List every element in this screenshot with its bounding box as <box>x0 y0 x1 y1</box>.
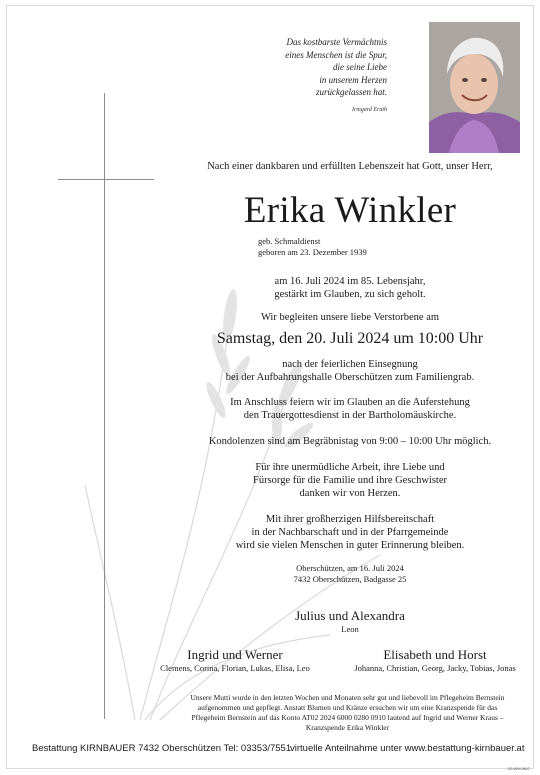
quote-line: eines Menschen ist die Spur, <box>285 49 387 60</box>
family-left <box>140 647 330 673</box>
death-notice <box>160 275 540 301</box>
mass-line: Im Anschluss feiern wir im Glauben an die Auferstehung <box>230 397 470 408</box>
remembrance-text <box>160 513 540 553</box>
maiden-name: geb. Schmaldienst <box>258 236 321 246</box>
family-members: Clemens, Corina, Florian, Lukas, Elisa, Leo <box>160 663 310 673</box>
condolences-text: Kondolenzen sind am Begräbnistag von 9:00 – 10:00 Uhr möglich. <box>208 436 492 447</box>
note-line: Unsere Mutti wurde in den letzten Wochen und Monaten sehr gut und liebevoll im Pflegeheim Bernstein <box>190 693 505 702</box>
donation-note <box>150 693 540 733</box>
portrait-photo <box>429 22 520 153</box>
note-line: Pflegeheim Bernstein auf das Konto AT02 2024 6000 0280 0910 lautend auf Ingrid und Werner Kraus – <box>191 713 504 722</box>
document-code: 22-WW-86/7 <box>507 766 530 771</box>
family-right <box>335 647 535 673</box>
mass-text <box>160 396 540 422</box>
thanks-line: danken wir von Herzen. <box>299 488 401 500</box>
death-line: gestärkt im Glauben, zu sich geholt. <box>274 289 426 301</box>
blessing-line: bei der Aufbahrungshalle Oberschützen zum Familiengrab. <box>225 372 475 384</box>
family-center <box>160 608 540 634</box>
birth-date: geboren am 23. Dezember 1939 <box>258 246 367 257</box>
birth-info <box>258 236 378 257</box>
remembrance-line: Mit ihrer großherzigen Hilfsbereitschaft <box>265 514 435 525</box>
place-line: 7432 Oberschützen, Badgasse 25 <box>293 573 407 584</box>
service-date: Samstag, den 20. Juli 2024 um 10:00 Uhr <box>216 330 484 347</box>
thanks-line: Fürsorge für die Familie und ihre Geschwister <box>252 475 447 487</box>
deceased-name: Erika Winkler <box>243 190 457 231</box>
mass-line: den Trauergottesdienst in der Bartholomäuskirche. <box>243 410 457 422</box>
intro-text: Nach einer dankbaren und erfüllten Lebenszeit hat Gott, unser Herr, <box>207 161 493 172</box>
family-names: Elisabeth und Horst <box>383 647 487 662</box>
quote-line: Das kostbarste Vermächtnis <box>286 37 387 47</box>
family-names: Ingrid und Werner <box>187 647 283 662</box>
quote-line: die seine Liebe <box>333 62 387 73</box>
footer-left: Bestattung KIRNBAUER 7432 Oberschützen Tel: 03353/7551 <box>32 743 292 754</box>
quote-author: Irmgard Erath <box>352 107 387 113</box>
cross-vertical <box>104 93 105 719</box>
death-line: am 16. Juli 2024 im 85. Lebensjahr, <box>274 276 426 287</box>
family-members: Leon <box>341 624 359 634</box>
place-line: Oberschützen, am 16. Juli 2024 <box>296 563 404 573</box>
cross-horizontal <box>58 179 154 180</box>
place-and-date <box>160 563 540 584</box>
remembrance-line: wird sie vielen Menschen in guter Erinnerung bleiben. <box>235 540 465 552</box>
thanks-line: Für ihre unermüdliche Arbeit, ihre Liebe und <box>255 462 445 473</box>
memorial-quote <box>205 36 387 99</box>
family-members: Johanna, Christian, Georg, Jacky, Tobias, Jonas <box>354 663 516 673</box>
quote-line: zurückgelassen hat. <box>316 87 387 98</box>
note-line: aufgenommen und gepflegt. Anstatt Blumen und Kränze ersuchen wir um eine Kranzspende für das <box>197 703 498 712</box>
footer-right: virtuelle Anteilnahme unter www.bestattung-kirnbauer.at <box>290 743 525 754</box>
blessing-text <box>160 358 540 384</box>
blessing-line: nach der feierlichen Einsegnung <box>282 359 418 370</box>
remembrance-line: in der Nachbarschaft und in der Pfarrgemeinde <box>251 527 449 539</box>
thanks-text <box>160 461 540 501</box>
note-line: Kranzspende Erika Winkler <box>305 723 390 732</box>
family-names: Julius und Alexandra <box>295 608 405 623</box>
quote-line: in unserem Herzen <box>319 74 387 85</box>
escort-text: Wir begleiten unsere liebe Verstorbene am <box>260 312 440 323</box>
